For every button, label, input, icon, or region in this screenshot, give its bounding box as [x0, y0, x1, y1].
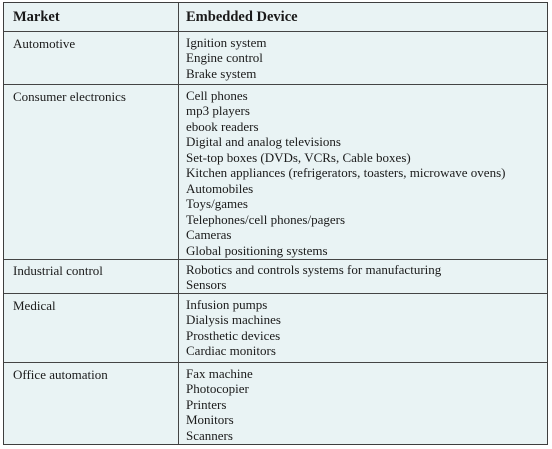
row-divider [4, 362, 547, 363]
device-item: Telephones/cell phones/pagers [186, 211, 346, 227]
column-divider [178, 3, 179, 444]
device-item: Cell phones [186, 88, 248, 103]
market-automotive: Automotive [13, 36, 76, 51]
device-item: Infusion pumps [186, 297, 268, 312]
devices-medical [186, 297, 281, 359]
device-item: Kitchen appliances (refrigerators, toasters, microwave ovens) [186, 165, 506, 181]
device-item: Prosthetic devices [186, 327, 281, 343]
row-divider [4, 84, 547, 85]
device-item: Engine control [186, 50, 263, 66]
devices-industrial-control [186, 262, 441, 293]
device-item: Global positioning systems [186, 242, 328, 258]
devices-automotive [186, 35, 267, 81]
header-divider [4, 31, 547, 32]
row-divider [4, 259, 547, 260]
device-item: Photocopier [186, 381, 249, 397]
embedded-devices-table [3, 2, 548, 445]
device-item: mp3 players [186, 103, 250, 119]
device-item: Printers [186, 396, 227, 412]
device-item: Brake system [186, 65, 257, 81]
device-item: Digital and analog televisions [186, 134, 341, 150]
device-item: Dialysis machines [186, 312, 281, 328]
device-item: Toys/games [186, 196, 248, 212]
header-market: Market [13, 9, 60, 25]
device-item: Ignition system [186, 35, 267, 50]
device-item: ebook readers [186, 118, 259, 134]
device-item: Sensors [186, 277, 227, 293]
device-item: Monitors [186, 412, 234, 428]
row-divider [4, 293, 547, 294]
device-item: Cardiac monitors [186, 343, 276, 359]
market-consumer-electronics: Consumer electronics [13, 89, 126, 104]
device-item: Scanners [186, 427, 233, 443]
devices-consumer-electronics [186, 88, 505, 258]
market-industrial-control: Industrial control [13, 263, 103, 278]
market-medical: Medical [13, 298, 56, 313]
header-embedded-device: Embedded Device [186, 9, 298, 25]
device-item: Robotics and controls systems for manufacturing [186, 262, 442, 277]
device-item: Fax machine [186, 366, 253, 381]
market-office-automation: Office automation [13, 367, 108, 382]
device-item: Cameras [186, 227, 232, 243]
device-item: Automobiles [186, 180, 254, 196]
devices-office-automation [186, 366, 253, 443]
device-item: Set-top boxes (DVDs, VCRs, Cable boxes) [186, 149, 411, 165]
